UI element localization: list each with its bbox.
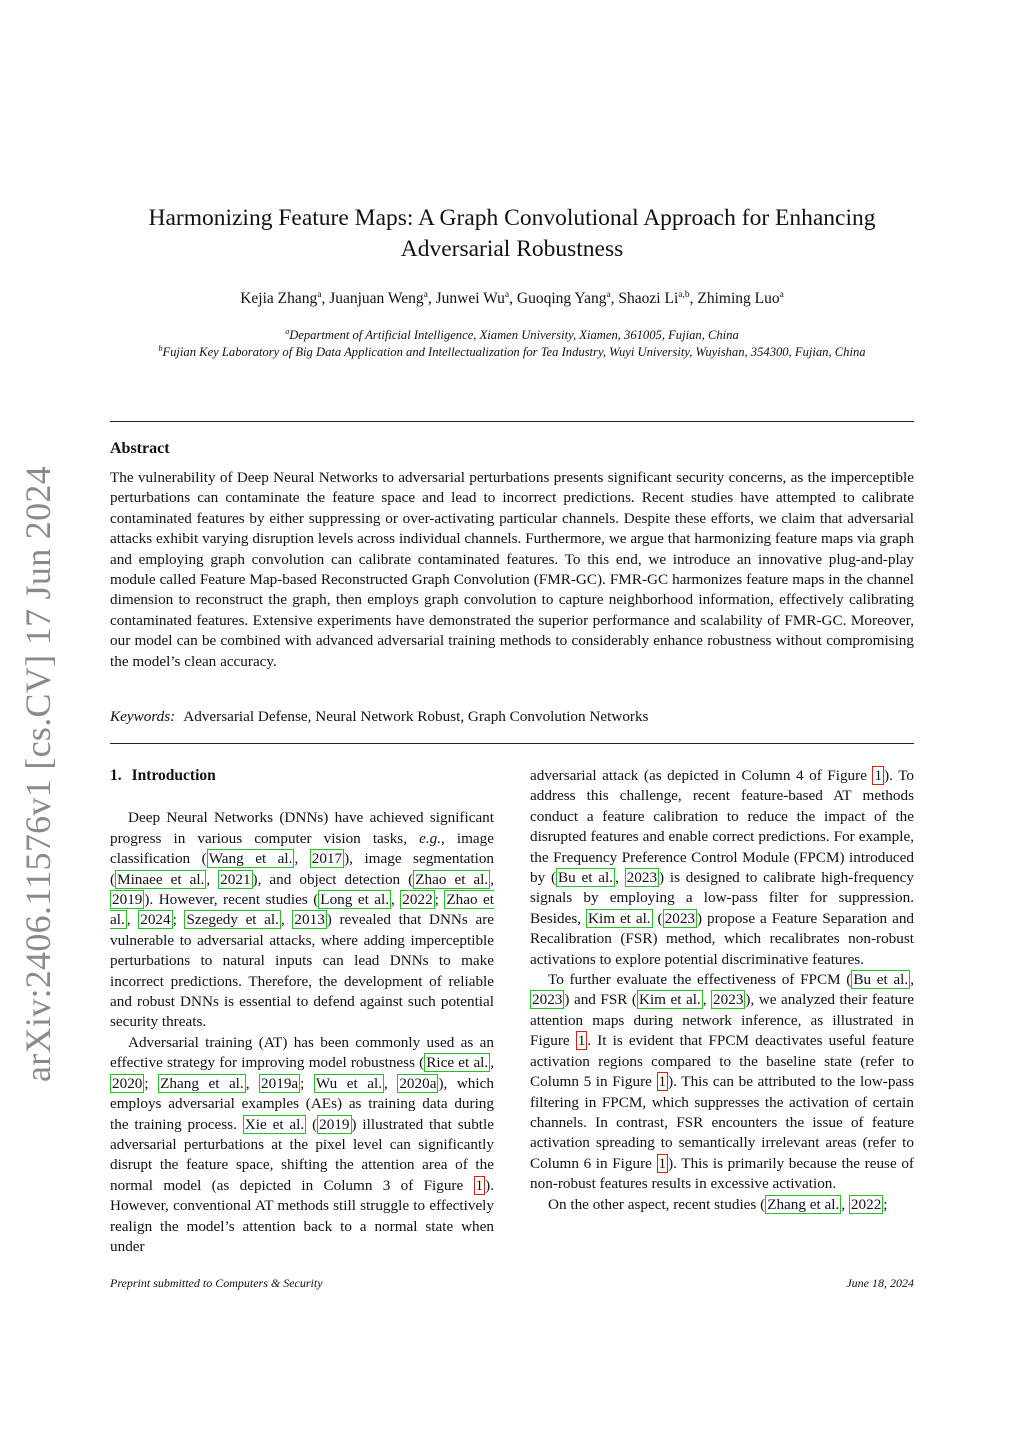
text-run: , xyxy=(615,869,625,887)
citation-link[interactable]: Zhang et al. xyxy=(767,1195,840,1213)
text-run: ), image segmentation ( xyxy=(110,850,495,888)
text-run: ; xyxy=(144,1074,159,1092)
text-run: , xyxy=(280,911,293,929)
text-run: ( xyxy=(652,909,663,927)
text-run: ) illustrated that subtle adversarial perturbations at the pixel level can significantly disrupt the feature space, shifting the attention area of the normal model (as depicted in Column 3 of Figure xyxy=(110,1115,494,1194)
text-run: Adversarial training (AT) has been commonly used as an effective strategy for improving model robustness ( xyxy=(110,1033,494,1072)
citation-link[interactable]: Bu et al. xyxy=(853,971,909,989)
citation-link[interactable]: 2017 xyxy=(311,850,343,868)
paragraph xyxy=(530,766,914,970)
citation-link[interactable]: 2023 xyxy=(664,909,695,927)
text-run: ) is designed to calibrate high-frequency signals by employing a low-pass filter for suppression. Besides, xyxy=(530,869,914,927)
citation-link[interactable]: Zhao et al. xyxy=(110,891,494,929)
paragraph xyxy=(530,970,914,1194)
author: Juanjuan Weng$^a$ xyxy=(329,290,428,308)
text-run: , xyxy=(490,870,494,888)
text-run: To further evaluate the effectiveness of FPCM ( xyxy=(548,971,852,989)
text-run: ; xyxy=(883,1195,888,1213)
citation-link[interactable]: 2019a xyxy=(261,1074,299,1092)
author: Kejia Zhang$^a$ xyxy=(240,290,322,308)
text-run: , xyxy=(294,850,310,868)
author: Shaozi Li$^{a,b}$ xyxy=(618,290,690,308)
text-run: Deep Neural Networks (DNNs) have achieved significant progress in various computer vision tasks, xyxy=(110,809,494,847)
author: Guoqing Yang$^a$ xyxy=(516,290,611,308)
citation-link[interactable]: 2022 xyxy=(402,891,433,909)
text-run: ). However, conventional AT methods still struggle to effectively realign the model’s attention back to a normal state when under xyxy=(110,1176,494,1255)
citation-link[interactable]: Bu et al. xyxy=(558,869,614,887)
text-run: . It is evident that FPCM deactivates useful feature activation regions compared to the baseline state (refer to Column 5 in Figure xyxy=(530,1032,915,1091)
figure-ref-link[interactable]: 1 xyxy=(874,767,883,784)
author: Junwei Wu$^a$ xyxy=(435,290,510,308)
citation-link[interactable]: 2023 xyxy=(626,869,658,887)
citation-link[interactable]: 2023 xyxy=(713,991,744,1009)
text-run: ; xyxy=(300,1074,314,1092)
citation-link[interactable]: 2019 xyxy=(319,1115,350,1133)
text-run: ). To address this challenge, recent feature-based AT methods conduct a feature calibration to reduce the impact of the disrupted features and enable correct predictions. For example, the Frequency Preference Control Module (FPCM) introduced by ( xyxy=(530,767,915,887)
citation-link[interactable]: 2022 xyxy=(850,1195,882,1213)
text-run: ; xyxy=(172,911,185,929)
citation-link[interactable]: Wu et al. xyxy=(315,1074,382,1092)
text-run: , xyxy=(702,991,712,1009)
text-run: ). This is primarily because the reuse of non-robust features results in excessive activation. xyxy=(530,1154,914,1193)
citation-link[interactable]: Wang et al. xyxy=(208,850,293,868)
right-column xyxy=(530,766,914,1215)
citation-link[interactable]: Minaee et al. xyxy=(117,870,205,888)
text-run: , xyxy=(126,911,139,929)
text-run: ), and object detection ( xyxy=(252,870,414,888)
author-list: Kejia Zhang$^a$, Juanjuan Weng$^a$, Junwei Wu$^a$, Guoqing Yang$^a$, Shaozi Li$^{a,b}$, Zhiming Luo$^a$ xyxy=(240,290,784,308)
paragraph xyxy=(530,1195,914,1215)
figure-ref-link[interactable]: 1 xyxy=(577,1032,586,1050)
abstract-text: The vulnerability of Deep Neural Networks to adversarial perturbations presents significant security concerns, as the imperceptible perturbations can contaminate the feature space and lead to incorrect predictions. Recent studies have attempted to calibrate contaminated features by either suppressing or over-activating particular channels. Despite these efforts, we claim that adversarial attacks exhibit varying disruption levels across individual channels. Furthermore, we argue that harmonizing feature maps via graph and employing graph convolution can calibrate contaminated features. To this end, we introduce an innovative plug-and-play module called Feature Map-based Reconstructed Graph Convolution (FMR-GC). FMR-GC harmonizes feature maps in the channel dimension to reconstruct the graph, then employs graph convolution to capture neighborhood information, effectively calibrating contaminated features. Extensive experiments have demonstrated the superior performance and scalability of FMR-GC. Moreover, our model can be combined with advanced adversarial training methods to considerably enhance robustness without compromising the model’s clean accuracy. xyxy=(110,469,914,670)
text-run: ) revealed that DNNs are vulnerable to adversarial attacks, where adding imperceptible perturbations to natural inputs can lead DNNs to make incorrect predictions. Therefore, the development of reliable and robust DNNs is essential to defend against such potential security threats. xyxy=(110,911,494,1031)
abstract xyxy=(110,468,914,672)
figure-ref-link[interactable]: 1 xyxy=(475,1176,484,1194)
text-run: , image classification ( xyxy=(110,829,495,868)
text-run: ), we analyzed their feature attention maps during network inference, as illustrated in Figure xyxy=(530,991,914,1050)
citation-link[interactable]: 2013 xyxy=(294,911,325,929)
citation-link[interactable]: 2019 xyxy=(112,891,143,909)
text-run: ; xyxy=(434,891,445,909)
arxiv-identifier: arXiv:2406.11576v1 [cs.CV] 17 Jun 2024 xyxy=(18,465,58,1083)
footer-date: June 18, 2024 xyxy=(846,1276,914,1290)
citation-link[interactable]: Rice et al. xyxy=(426,1054,489,1072)
figure-ref-link[interactable]: 1 xyxy=(658,1154,667,1172)
text-run: , xyxy=(841,1195,849,1213)
affiliation-b: $^b$Fujian Key Laboratory of Big Data Application and Intellectualization for Tea Industry, Wuyi University, Wuyishan, 354300, Fujian, China xyxy=(158,344,866,360)
text-run: , xyxy=(391,891,401,909)
figure-ref-link[interactable]: 1 xyxy=(658,1073,667,1091)
text-run: On the other aspect, recent studies ( xyxy=(548,1195,766,1213)
text-run: , xyxy=(384,1074,398,1092)
citation-link[interactable]: Kim et al. xyxy=(588,909,651,927)
author: Zhiming Luo$^a$ xyxy=(697,290,784,308)
text-run: ) and FSR ( xyxy=(564,991,637,1009)
citation-link[interactable]: Szegedy et al. xyxy=(186,911,279,929)
paragraph xyxy=(110,808,494,1032)
citation-link[interactable]: 2024 xyxy=(140,911,171,929)
text-run: , xyxy=(910,971,914,989)
citation-link[interactable]: Zhang et al. xyxy=(160,1074,244,1092)
text-run: ( xyxy=(306,1115,318,1133)
keywords: Keywords: Adversarial Defense, Neural Network Robust, Graph Convolution Networks xyxy=(110,708,649,725)
text-run: ). This can be attributed to the low-pass filtering in FPCM, which suppresses the activation of certain channels. In contrast, FSR encounters the issue of feature activation spreading to semantically irrelevant areas (refer to Column 6 in Figure xyxy=(530,1073,914,1172)
citation-link[interactable]: 2023 xyxy=(532,991,563,1009)
abstract-heading: Abstract xyxy=(110,440,170,457)
top-rule xyxy=(110,421,914,422)
text-run: , xyxy=(206,870,219,888)
text-run: ). However, recent studies ( xyxy=(144,891,319,909)
citation-link[interactable]: Long et al. xyxy=(320,891,390,909)
italic-text: e.g. xyxy=(419,829,442,847)
citation-link[interactable]: Xie et al. xyxy=(244,1115,305,1133)
text-run: ), which employs adversarial examples (AEs) as training data during the training process. xyxy=(110,1074,494,1133)
footer-journal: Preprint submitted to Computers & Security xyxy=(110,1276,323,1290)
left-column xyxy=(110,766,494,1257)
citation-link[interactable]: 2020 xyxy=(112,1074,143,1092)
paragraph xyxy=(110,1033,494,1257)
affiliation-a: $^a$Department of Artificial Intelligence, Xiamen University, Xiamen, 361005, Fujian, China xyxy=(285,327,739,343)
text-run: , xyxy=(245,1074,260,1092)
paper-title: Harmonizing Feature Maps: A Graph Convolutional Approach for Enhancing Adversarial Robustness xyxy=(148,205,876,262)
citation-link[interactable]: 2021 xyxy=(220,870,251,888)
text-run: ) propose a Feature Separation and Recalibration (FSR) method, which recalibrates non-robust activations to explore potential discriminative features. xyxy=(530,909,915,968)
citation-link[interactable]: Zhao et al. xyxy=(415,870,489,888)
text-run: adversarial attack (as depicted in Column 4 of Figure xyxy=(530,767,873,784)
citation-link[interactable]: 2020a xyxy=(399,1074,437,1092)
section-heading: 1. Introduction xyxy=(110,767,216,784)
citation-link[interactable]: Kim et al. xyxy=(638,991,701,1009)
text-run: , xyxy=(490,1054,494,1072)
bottom-rule xyxy=(110,743,914,744)
